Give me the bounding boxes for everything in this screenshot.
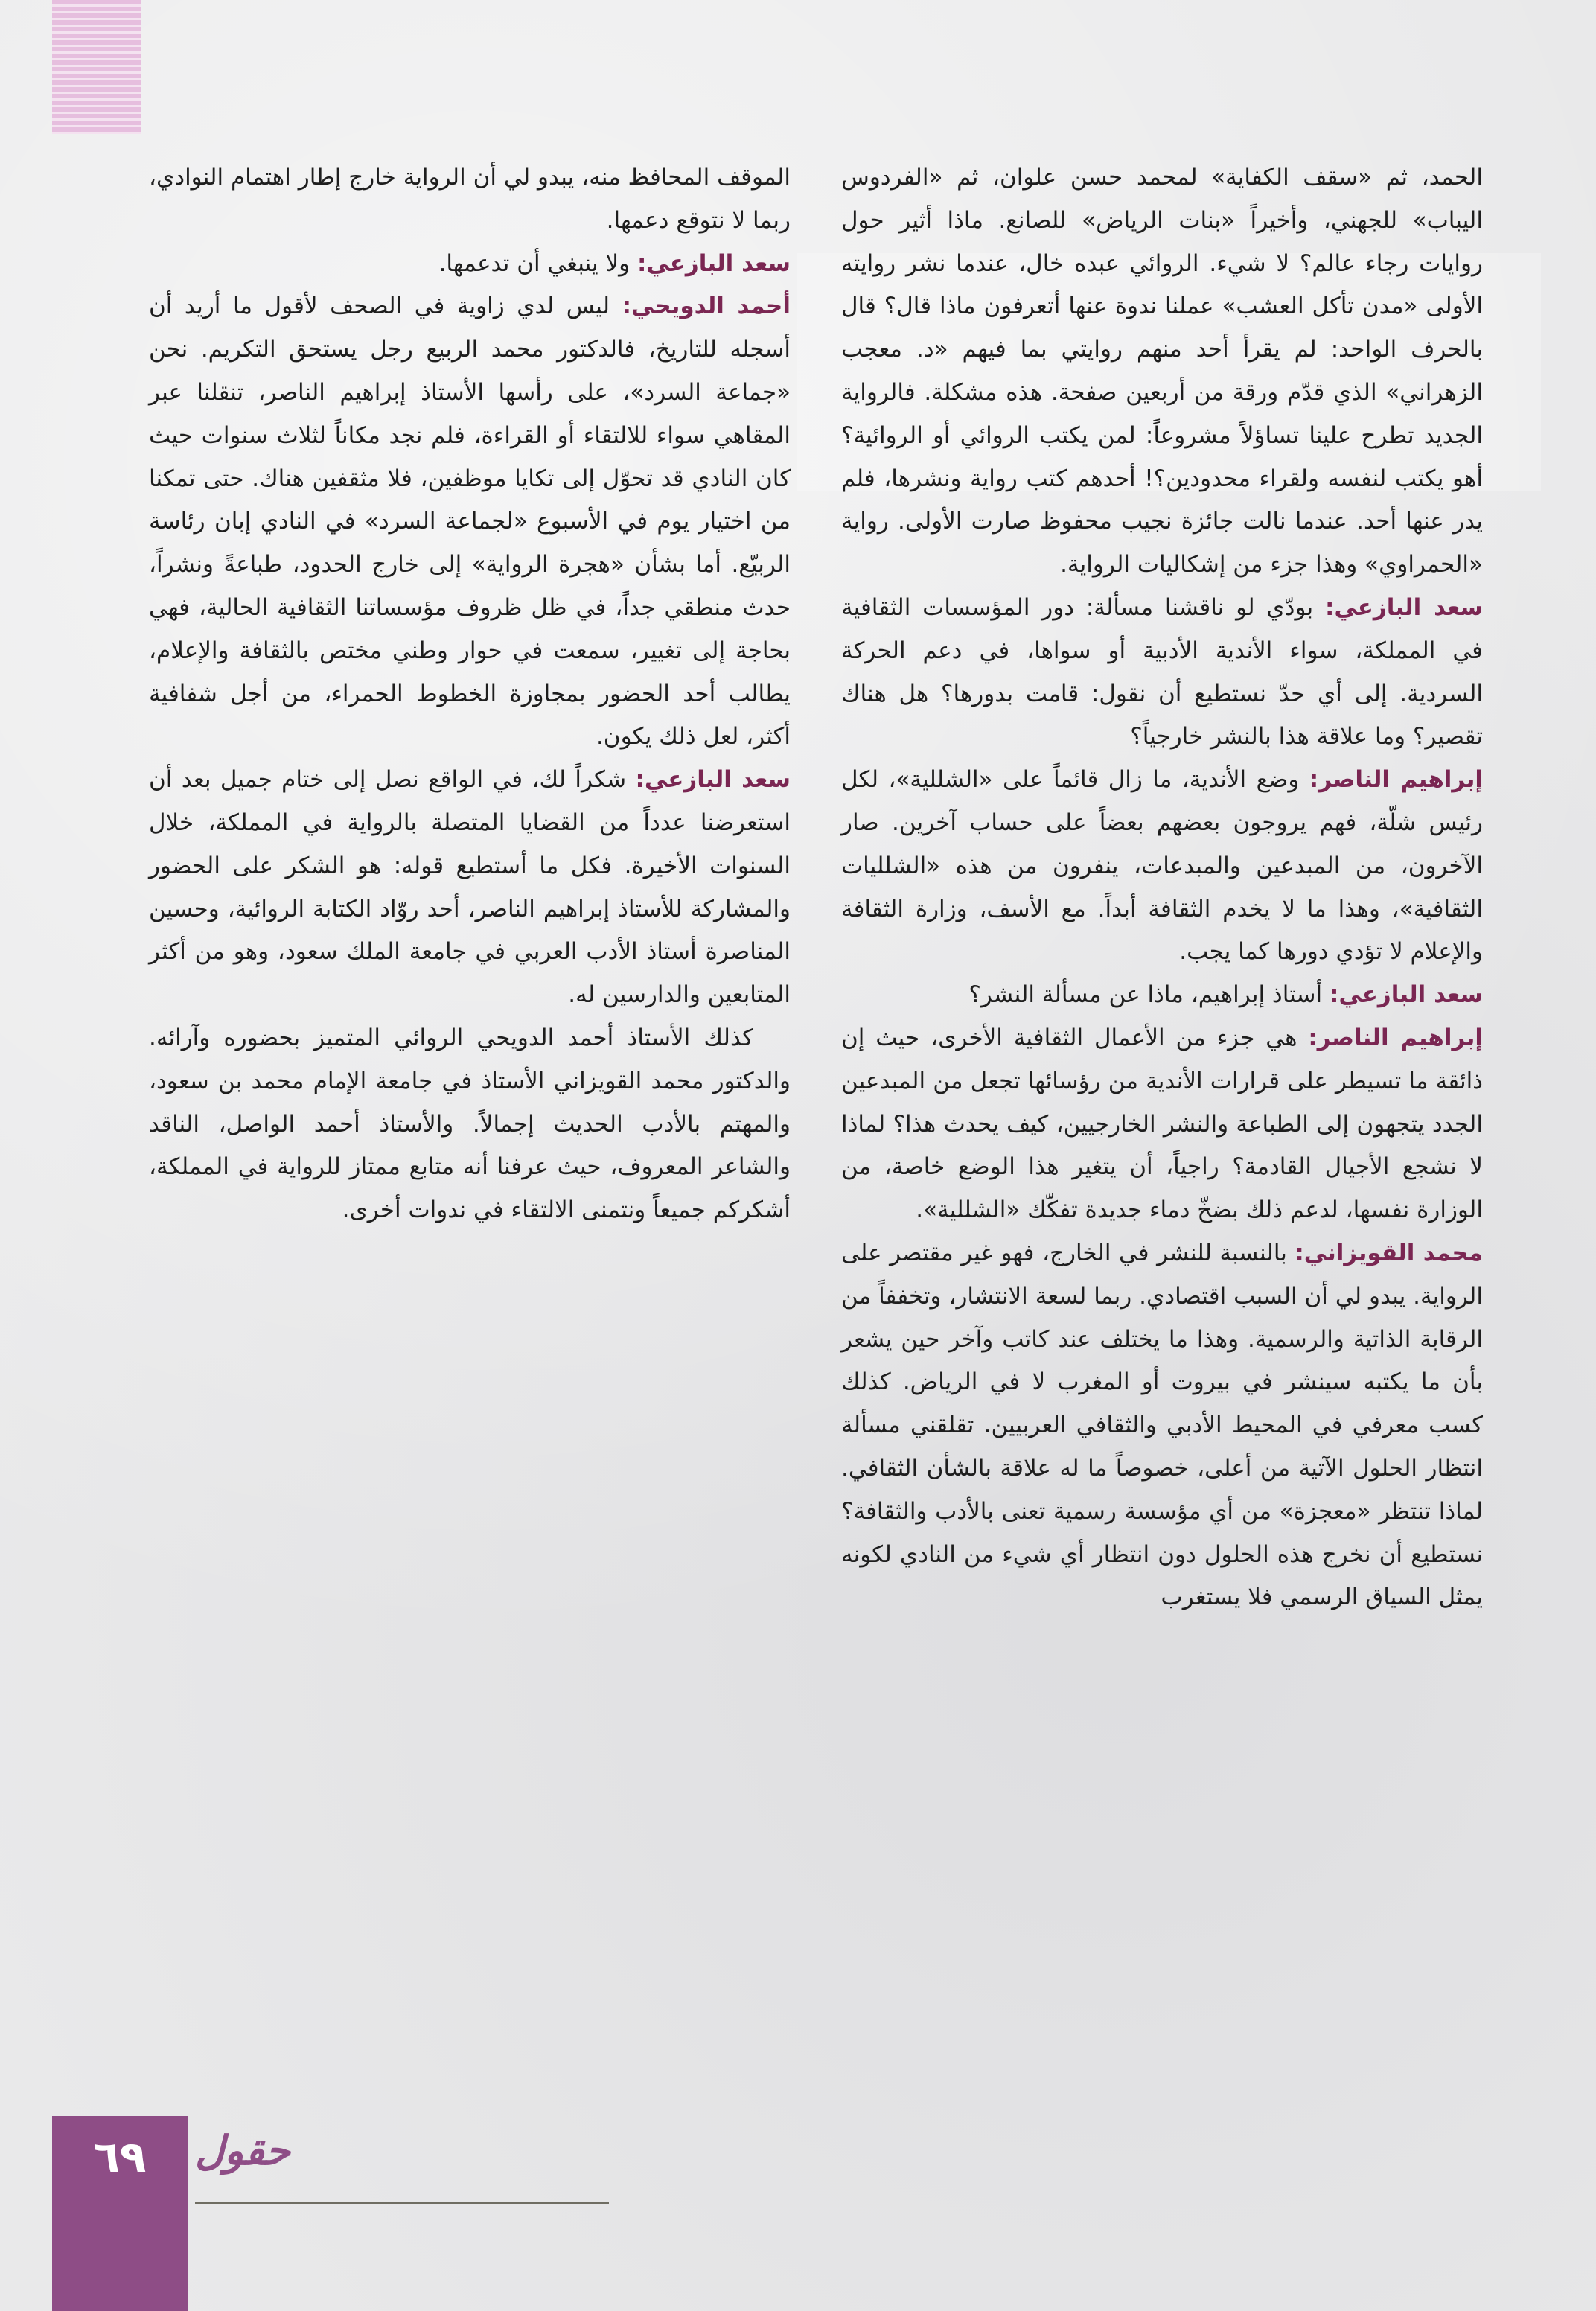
- corner-decoration: [52, 0, 141, 134]
- paragraph-text: الموقف المحافظ منه، يبدو لي أن الرواية خارج إطار اهتمام النوادي، ربما لا نتوقع دعمها.: [149, 164, 791, 234]
- paragraph-text: ليس لدي زاوية في الصحف لأقول ما أريد أن أسجله للتاريخ، فالدكتور محمد الربيع رجل يستحق التكريم. نحن «جماعة السرد»، على رأسها الأستاذ إبراهيم الناصر، تنقلنا عبر المقاهي سواء للالتقاء أو القراءة، فلم نجد مكاناً لثلاث سنوات حيث كان النادي قد تحوّل إلى تكايا موظفين، فلا مثقفين هناك. حتى تمكنا من اختيار يوم في الأسبوع «لجماعة السرد» في النادي إبان رئاسة الربيّع. أما بشأن «هجرة الرواية» إلى خارج الحدود، طباعةً ونشراً، حدث منطقي جداً، في ظل ظروف مؤسساتنا الثقافية الحالية، فهي بحاجة إلى تغيير، سمعت في حوار وطني مختص بالثقافة والإعلام، يطالب أحد الحضور بمجاوزة الخطوط الحمراء، من أجل شفافية أكثر، لعل ذلك يكون.: [149, 293, 791, 750]
- magazine-logo: حقول: [195, 2126, 290, 2174]
- paragraph: [841, 759, 1483, 974]
- paragraph: [149, 285, 791, 759]
- speaker-name: سعد البازعي:: [1324, 593, 1483, 621]
- paragraph-text: هي جزء من الأعمال الثقافية الأخرى، حيث إن ذائقة ما تسيطر على قرارات الأندية من رؤسائها تجعل من المبدعين الجدد يتجهون إلى الطباعة والنشر الخارجيين، كيف يحدث هذا؟ لماذا لا نشجع الأجيال القادمة؟ راجياً، أن يتغير هذا الوضع خاصة، من الوزارة نفسها، لدعم ذلك بضخّ دماء جديدة تفكّك «الشللية».: [841, 1024, 1483, 1224]
- page-number: ٦٩: [93, 2132, 147, 2182]
- paragraph-text: بالنسبة للنشر في الخارج، فهو غير مقتصر على الرواية. يبدو لي أن السبب اقتصادي. ربما لسعة الانتشار، وتخففاً من الرقابة الذاتية والرسمية. وهذا ما يختلف عند كاتب وآخر حين يشعر بأن ما يكتبه سينشر في بيروت أو المغرب لا في الرياض. كذلك كسب معرفي في المحيط الأدبي والثقافي العربيين. تقلقني مسألة انتظار الحلول الآتية من أعلى، خصوصاً ما له علاقة بالشأن الثقافي. لماذا تنتظر «معجزة» من أي مؤسسة رسمية تعنى بالأدب والثقافة؟ نستطيع أن نخرج هذه الحلول دون انتظار أي شيء من النادي لكونه يمثل السياق الرسمي فلا يستغرب: [841, 1239, 1483, 1611]
- paragraph: [149, 243, 791, 286]
- article-column-right: [841, 156, 1483, 1619]
- speaker-name: إبراهيم الناصر:: [1309, 766, 1483, 794]
- paragraph-text: وضع الأندية، ما زال قائماً على «الشللية»، لكل رئيس شلّة، فهم يروجون بعضهم بعضاً على حساب آخرين. صار الآخرون، من المبدعين والمبدعات، ينفرون من هذه «الشلليات الثقافية»، وهذا ما لا يخدم الثقافة أبداً. مع الأسف، وزارة الثقافة والإعلام لا تؤدي دورها كما يجب.: [841, 766, 1483, 966]
- paragraph: [841, 587, 1483, 759]
- paragraph-text: ولا ينبغي أن تدعمها.: [438, 249, 631, 277]
- paragraph: [841, 1232, 1483, 1619]
- article-column-left: [149, 156, 791, 1232]
- paragraph: [149, 156, 791, 243]
- speaker-name: أحمد الدويحي:: [622, 293, 791, 320]
- footer-divider: [195, 2202, 609, 2204]
- speaker-name: محمد القويزاني:: [1295, 1239, 1484, 1266]
- speaker-name: سعد البازعي:: [636, 249, 791, 277]
- paragraph: [149, 1017, 791, 1232]
- speaker-name: سعد البازعي:: [1329, 981, 1483, 1009]
- paragraph: [841, 974, 1483, 1017]
- paragraph: [841, 156, 1483, 587]
- paragraph: [841, 1017, 1483, 1232]
- paragraph-text: بودّي لو ناقشنا مسألة: دور المؤسسات الثقافية في المملكة، سواء الأندية الأدبية أو سواها، في دعم الحركة السردية. إلى أي حدّ نستطيع أن نقول: قامت بدورها؟ هل هناك تقصير؟ وما علاقة هذا بالنشر خارجياً؟: [841, 593, 1483, 750]
- paragraph-text: أستاذ إبراهيم، ماذا عن مسألة النشر؟: [968, 981, 1323, 1009]
- paragraph: [149, 759, 791, 1017]
- speaker-name: سعد البازعي:: [635, 766, 791, 794]
- paragraph-text: شكراً لك، في الواقع نصل إلى ختام جميل بعد أن استعرضنا عدداً من القضايا المتصلة بالرواية في المملكة، خلال السنوات الأخيرة. فكل ما أستطيع قوله: هو الشكر على الحضور والمشاركة للأستاذ إبراهيم الناصر، أحد روّاد الكتابة الروائية، وحسين المناصرة أستاذ الأدب العربي في جامعة الملك سعود، وهو من أكثر المتابعين والدارسين له.: [149, 766, 791, 1009]
- speaker-name: إبراهيم الناصر:: [1308, 1024, 1484, 1051]
- paragraph-text: كذلك الأستاذ أحمد الدويحي الروائي المتميز بحضوره وآرائه. والدكتور محمد القويزاني الأستاذ في جامعة الإمام محمد بن سعود، والمهتم بالأدب الحديث إجمالاً. والأستاذ أحمد الواصل، الناقد والشاعر المعروف، حيث عرفنا أنه متابع ممتاز للرواية في المملكة، أشكركم جميعاً ونتمنى الالتقاء في ندوات أخرى.: [149, 1024, 791, 1224]
- paragraph-text: الحمد، ثم «سقف الكفاية» لمحمد حسن علوان، ثم «الفردوس اليباب» للجهني، وأخيراً «بنات الرياض» للصانع. ماذا أثير حول روايات رجاء عالم؟ لا شيء. الروائي عبده خال، عندما نشر روايته الأولى «مدن تأكل العشب» عملنا ندوة عنها أتعرفون ماذا قال؟ قال بالحرف الواحد: لم يقرأ أحد منهم روايتي بما فيهم «د. معجب الزهراني» الذي قدّم ورقة من أربعين صفحة. هذه مشكلة. فالرواية الجديد تطرح علينا تساؤلاً مشروعاً: لمن يكتب الروائي أو الروائية؟ أهو يكتب لنفسه ولقراء محدودين؟! أحدهم كتب رواية ونشرها، فلم يدر عنها أحد. عندما نالت جائزة نجيب محفوظ صارت الأولى. رواية «الحمراوي» وهذا جزء من إشكاليات الرواية.: [841, 164, 1483, 578]
